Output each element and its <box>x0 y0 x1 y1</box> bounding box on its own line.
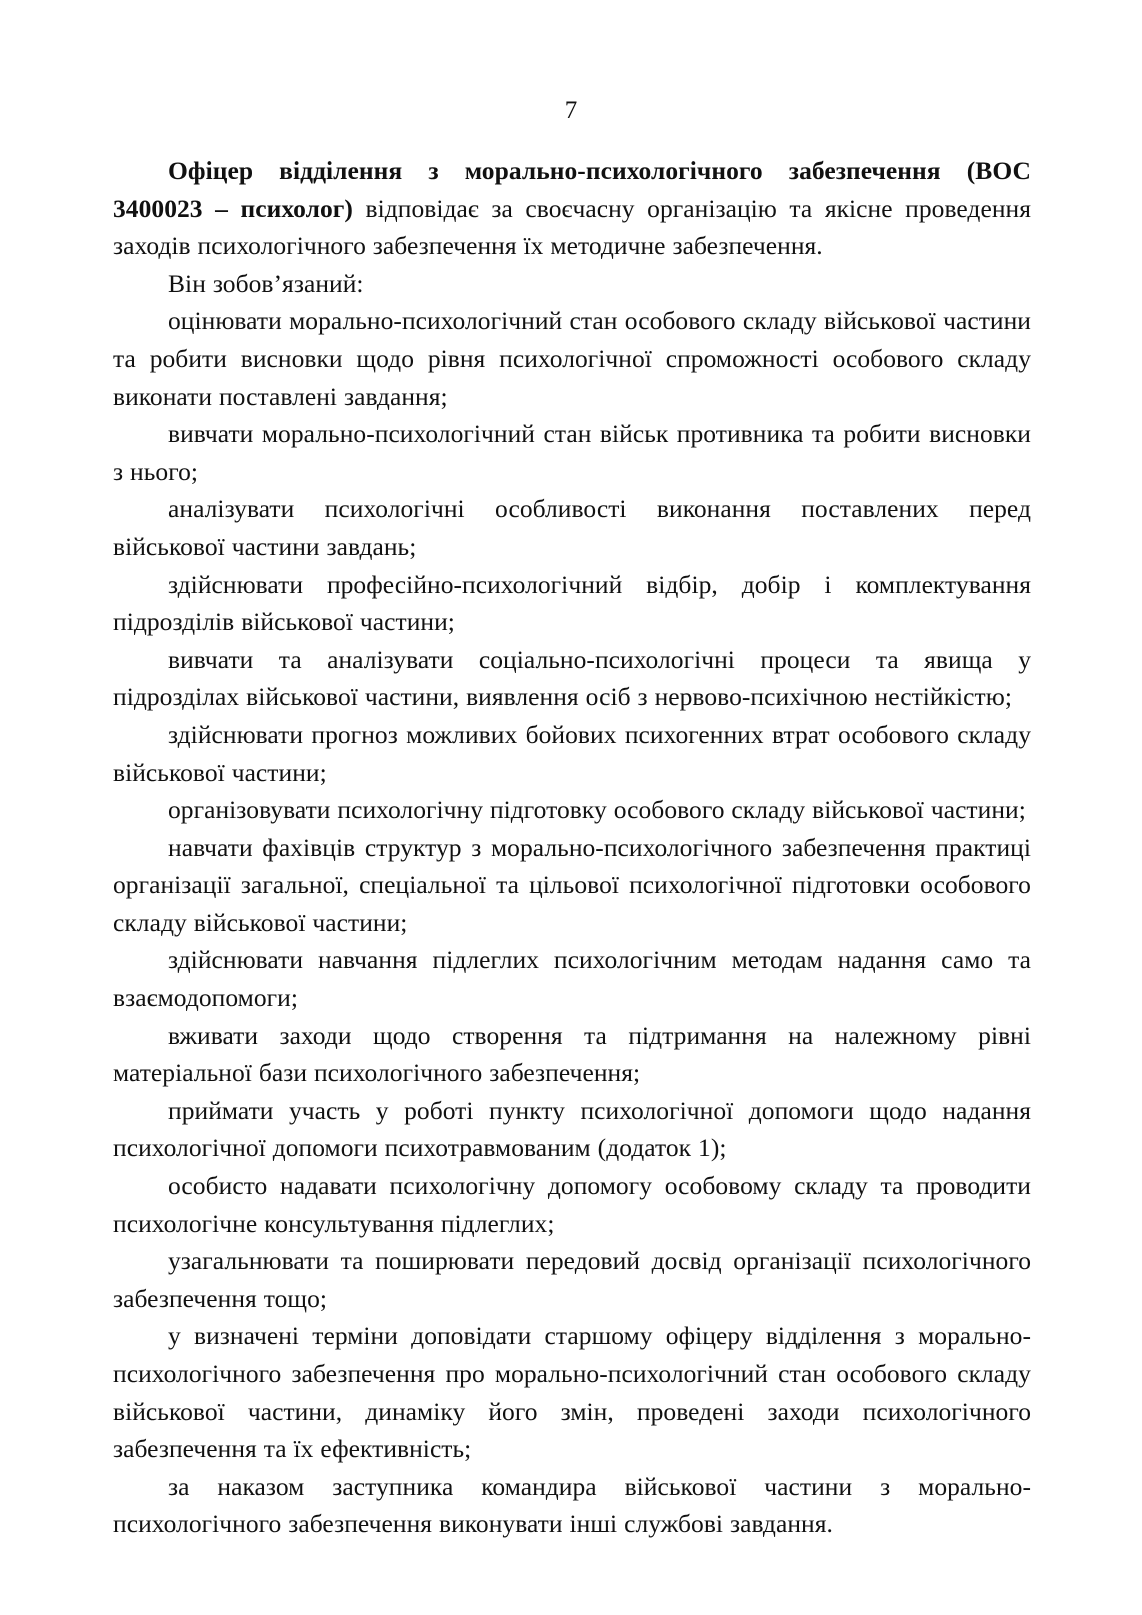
page-number: 7 <box>564 97 578 124</box>
paragraph-duty-4: здійснювати професійно-психологічний відбір, добір і комплектування підрозділів військової частини; <box>113 569 1031 637</box>
paragraph-duty-12: особисто надавати психологічну допомогу особовому складу та проводити психологічне консультування підлеглих; <box>113 1171 1031 1238</box>
paragraph-duty-11: приймати участь у роботі пункту психологічної допомоги щодо надання психологічної допомоги психотравмованим (додаток 1); <box>113 1095 1031 1163</box>
paragraph-duty-15: за наказом заступника командира військової частини з морально-психологічного забезпечення виконувати інші службові завдання. <box>113 1471 1031 1539</box>
paragraph-intro-bold-lead: Офіцер відділення з морально-психологічного забезпечення (ВОС 3400023 – психолог) <box>113 156 1031 223</box>
paragraph-duty-2: вивчати морально-психологічний стан військ противника та робити висновки з нього; <box>113 419 1031 486</box>
paragraph-intro-rest: відповідає за своєчасну організацію та якісне проведення заходів психологічного забезпечення їх методичне забезпечення. <box>113 193 1031 261</box>
paragraph-duty-9: здійснювати навчання підлеглих психологічним методам надання само та взаємодопомоги; <box>113 945 1031 1013</box>
paragraph-duty-8: навчати фахівців структур з морально-психологічного забезпечення практиці організації загальної, спеціальної та цільової психологічної підготовки особового складу військової частини; <box>113 832 1031 937</box>
paragraph-duty-10: вживати заходи щодо створення та підтримання на належному рівні матеріальної бази психологічного забезпечення; <box>113 1020 1031 1088</box>
paragraph-duty-3: аналізувати психологічні особливості виконання поставлених перед військової частини завдань; <box>113 494 1031 561</box>
paragraph-intro <box>113 152 1031 265</box>
paragraph-obliged: Він зобов’язаний: <box>168 268 364 298</box>
paragraph-duty-1: оцінювати морально-психологічний стан особового складу військової частини та робити висновки щодо рівня психологічної спроможності особового складу виконати поставлені завдання; <box>113 306 1031 411</box>
paragraph-duty-5: вивчати та аналізувати соціально-психологічні процеси та явища у підрозділах військової частини, виявлення осіб з нервово-психічною нестійкістю; <box>113 644 1031 712</box>
paragraph-duty-6: здійснювати прогноз можливих бойових психогенних втрат особового складу військової частини; <box>113 719 1031 787</box>
paragraph-duty-13: узагальнювати та поширювати передовий досвід організації психологічного забезпечення тощо; <box>113 1246 1031 1313</box>
paragraph-duty-14: у визначені терміни доповідати старшому офіцеру відділення з морально-психологічного забезпечення про морально-психологічний стан особового складу військової частини, динаміку його змін, проведені заходи психологічного забезпечення та їх ефективність; <box>113 1321 1031 1464</box>
document-body <box>113 152 1031 1543</box>
paragraph-duty-7: організовувати психологічну підготовку особового складу військової частини; <box>168 795 1026 825</box>
